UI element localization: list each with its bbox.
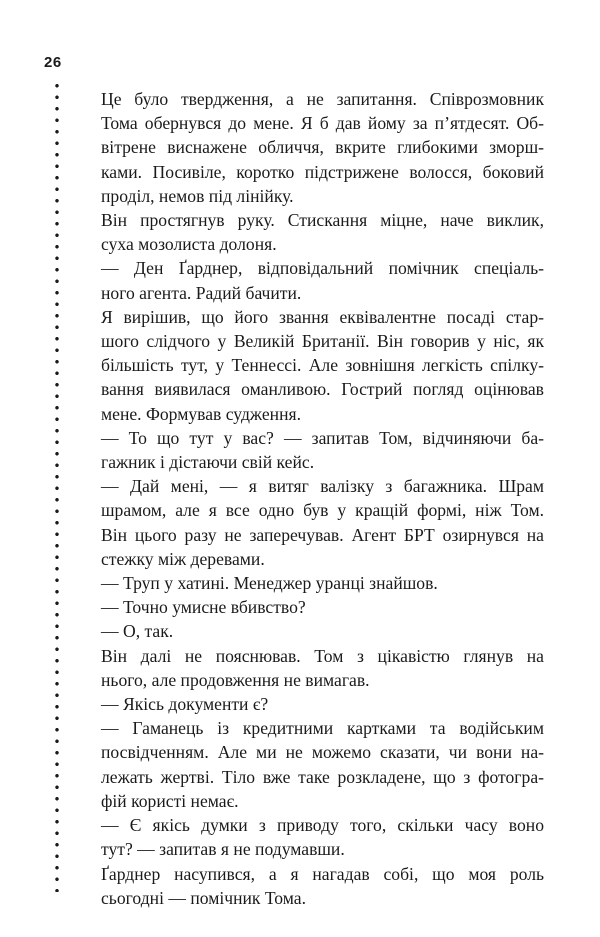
- text-line: вання виявилася оманливою. Гострий погляд оцінював: [101, 379, 544, 400]
- text-line: лежать жертві. Тіло вже таке розкладене, що з фотогра-: [101, 766, 544, 787]
- paragraph: [101, 619, 544, 643]
- paragraph: [101, 644, 544, 692]
- paragraph: [101, 426, 544, 474]
- text-line: — Точно умисне вбивство?: [101, 597, 306, 618]
- text-line: гажник і дістаючи свій кейс.: [101, 452, 315, 473]
- text-line: сьогодні — помічник Тома.: [101, 887, 306, 908]
- text-line: суха мозолиста долоня.: [101, 234, 277, 255]
- text-line: — Труп у хатині. Менеджер уранці знайшов.: [101, 573, 438, 594]
- text-line: шого слідчого у Великій Британії. Він говорив у ніс, як: [101, 331, 544, 352]
- text-line: Він далі не пояснював. Том з цікавістю глянув на: [101, 645, 544, 666]
- paragraph: [101, 87, 544, 208]
- text-line: — Є якісь думки з приводу того, скільки часу воно: [101, 815, 544, 836]
- text-line: Тома обернувся до мене. Я б дав йому за п’ятдесят. Об-: [101, 113, 544, 134]
- text-line: — О, так.: [101, 621, 174, 642]
- paragraph: [101, 595, 544, 619]
- text-line: Це було твердження, а не запитання. Співрозмовник: [101, 89, 544, 109]
- text-line: ками. Посивіле, коротко підстрижене волосся, боковий: [101, 161, 544, 182]
- paragraph: [101, 256, 544, 304]
- text-line: стежку між деревами.: [101, 548, 265, 569]
- text-line: — Гаманець із кредитними картками та водійським: [101, 718, 544, 739]
- text-line: — Дай мені, — я витяг валізку з багажника. Шрам: [101, 476, 544, 497]
- text-line: Він цього разу не заперечував. Агент БРТ озирнувся на: [101, 524, 544, 545]
- paragraph: [101, 692, 544, 716]
- text-line: Він простягнув руку. Стискання міцне, наче виклик,: [101, 210, 544, 231]
- text-line: Ґарднер насупився, а я нагадав собі, що моя роль: [101, 863, 544, 884]
- text-line: вітрене виснажене обличчя, вкрите глибокими зморш-: [101, 137, 544, 158]
- text-line: шрамом, але я все одно був у кращій формі, ніж Том.: [101, 500, 544, 521]
- paragraph: [101, 208, 544, 256]
- text-line: фій користі немає.: [101, 790, 239, 811]
- text-line: — Ден Ґарднер, відповідальний помічник спеціаль-: [101, 258, 544, 279]
- paragraph: [101, 716, 544, 813]
- paragraph: [101, 474, 544, 571]
- text-line: посвідченням. Але ми не можемо сказати, чи вони на-: [101, 742, 544, 763]
- paragraph: [101, 862, 544, 910]
- text-line: проділ, немов під лінійку.: [101, 185, 294, 206]
- page-number: 26: [44, 54, 62, 71]
- text-line: — Якісь документи є?: [101, 694, 269, 715]
- text-body: [101, 87, 544, 910]
- dotted-margin-rule: [55, 80, 59, 892]
- paragraph: [101, 305, 544, 426]
- text-line: мене. Формував судження.: [101, 403, 301, 424]
- text-line: Я вирішив, що його звання еквівалентне посаді стар-: [101, 306, 544, 327]
- text-line: ного агента. Радий бачити.: [101, 282, 302, 303]
- text-line: тут? — запитав я не подумавши.: [101, 839, 345, 860]
- paragraph: [101, 571, 544, 595]
- paragraph: [101, 813, 544, 861]
- text-line: більшість тут, у Теннессі. Але зовнішня легкість спілку-: [101, 355, 544, 376]
- text-line: — То що тут у вас? — запитав Том, відчиняючи ба-: [101, 427, 544, 448]
- text-line: нього, але продовження не вимагав.: [101, 669, 370, 690]
